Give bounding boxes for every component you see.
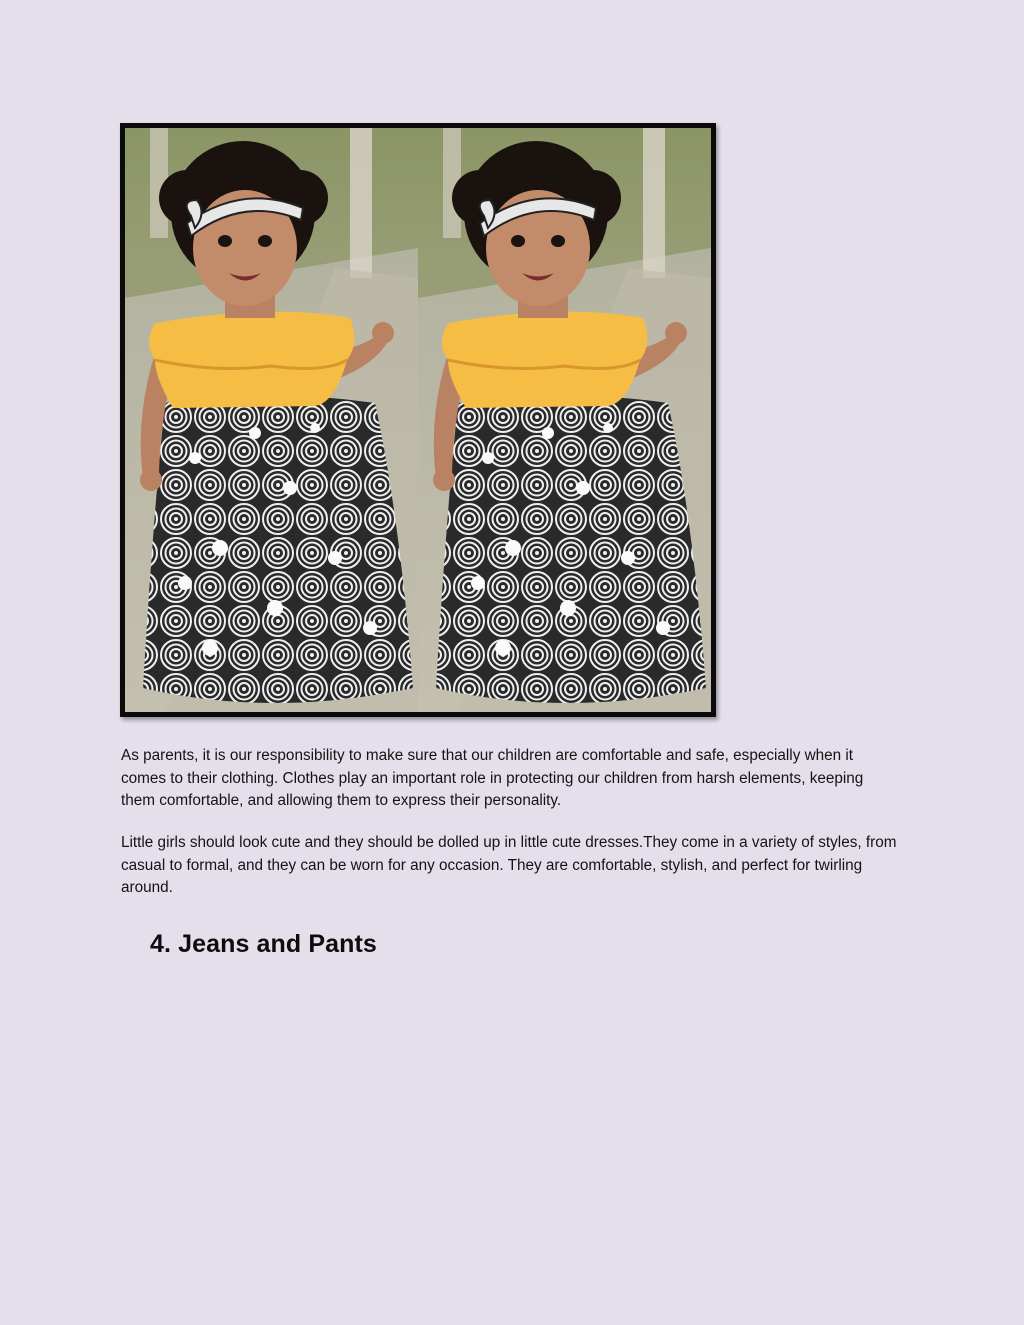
dresses-paragraph: Little girls should look cute and they should be dolled up in little cute dresses.They come in a variety of styles, from casual to formal, and they can be worn for any occasion. They are comfortable, stylish, and perfect for twirling around. — [121, 834, 897, 896]
product-photo — [120, 123, 716, 717]
intro-paragraph: As parents, it is our responsibility to make sure that our children are comfortable and safe, especially when it comes to their clothing. Clothes play an important role in protecting our children from harsh elements, keeping them comfortable, and allowing them to express their personality. — [121, 747, 864, 809]
section-heading: 4. Jeans and Pants — [150, 930, 377, 958]
product-photo-illustration — [125, 128, 711, 712]
